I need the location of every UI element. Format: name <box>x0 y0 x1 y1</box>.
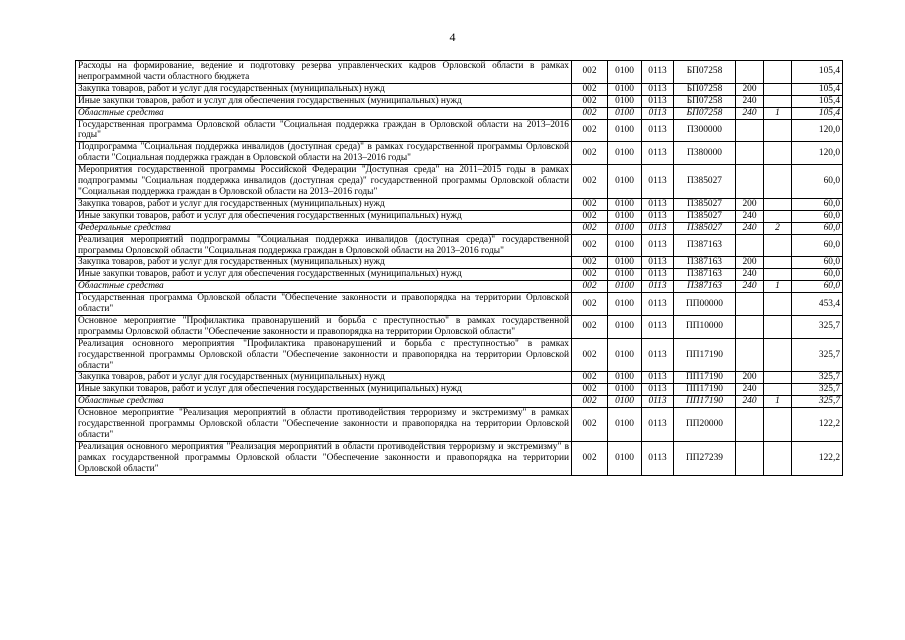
expense-type-code <box>736 61 764 84</box>
row-description: Закупка товаров, работ и услуг для государственных (муниципальных) нужд <box>76 198 572 210</box>
funding-source-code <box>764 142 792 165</box>
subsection-code: 0113 <box>642 441 674 475</box>
target-article-code: ПП17190 <box>674 372 736 384</box>
section-code: 0100 <box>608 198 642 210</box>
ministry-code: 002 <box>572 384 608 396</box>
amount: 325,7 <box>792 372 843 384</box>
amount: 60,0 <box>792 281 843 293</box>
funding-source-code <box>764 61 792 84</box>
subsection-code: 0113 <box>642 142 674 165</box>
row-description: Федеральные средства <box>76 222 572 234</box>
amount: 60,0 <box>792 198 843 210</box>
ministry-code: 002 <box>572 408 608 442</box>
amount: 60,0 <box>792 234 843 257</box>
row-description: Реализация мероприятий подпрограммы "Социальная поддержка инвалидов (доступная среда)" государственной программы Орловской области "Социальная поддержка граждан в Орловской области на 2013–2016 годы" <box>76 234 572 257</box>
funding-source-code <box>764 119 792 142</box>
target-article-code: П380000 <box>674 142 736 165</box>
target-article-code: БП07258 <box>674 61 736 84</box>
subsection-code: 0113 <box>642 165 674 199</box>
subsection-code: 0113 <box>642 372 674 384</box>
expense-type-code <box>736 408 764 442</box>
subsection-code: 0113 <box>642 210 674 222</box>
amount: 453,4 <box>792 293 843 316</box>
row-description: Иные закупки товаров, работ и услуг для обеспечения государственных (муниципальных) нужд <box>76 384 572 396</box>
table-row <box>76 396 843 408</box>
expense-type-code <box>736 165 764 199</box>
subsection-code: 0113 <box>642 222 674 234</box>
funding-source-code <box>764 95 792 107</box>
amount: 60,0 <box>792 257 843 269</box>
section-code: 0100 <box>608 281 642 293</box>
amount: 105,4 <box>792 95 843 107</box>
table-row <box>76 222 843 234</box>
expense-type-code: 200 <box>736 372 764 384</box>
target-article-code: П387163 <box>674 281 736 293</box>
amount: 325,7 <box>792 396 843 408</box>
funding-source-code <box>764 315 792 338</box>
section-code: 0100 <box>608 61 642 84</box>
ministry-code: 002 <box>572 372 608 384</box>
amount: 105,4 <box>792 107 843 119</box>
ministry-code: 002 <box>572 119 608 142</box>
amount: 120,0 <box>792 142 843 165</box>
target-article-code: ПП27239 <box>674 441 736 475</box>
section-code: 0100 <box>608 107 642 119</box>
table-row <box>76 257 843 269</box>
subsection-code: 0113 <box>642 281 674 293</box>
section-code: 0100 <box>608 293 642 316</box>
expense-type-code: 240 <box>736 107 764 119</box>
table-row <box>76 269 843 281</box>
target-article-code: ПП20000 <box>674 408 736 442</box>
expense-type-code <box>736 142 764 165</box>
target-article-code: П385027 <box>674 210 736 222</box>
amount: 122,2 <box>792 441 843 475</box>
row-description: Реализация основного мероприятия "Реализация мероприятий в области противодействия терроризму и экстремизму" в рамках государственной программы Орловской области "Обеспечение законности и правопорядка на территории Орловской области" <box>76 441 572 475</box>
row-description: Основное мероприятие "Реализация мероприятий в области противодействия терроризму и экстремизму" в рамках государственной программы Орловской области "Обеспечение законности и правопорядка на территории Орловской области" <box>76 408 572 442</box>
subsection-code: 0113 <box>642 396 674 408</box>
expense-type-code <box>736 315 764 338</box>
funding-source-code <box>764 293 792 316</box>
table-row <box>76 408 843 442</box>
target-article-code: ПП00000 <box>674 293 736 316</box>
row-description: Расходы на формирование, ведение и подготовку резерва управленческих кадров Орловской области в рамках непрограммной части областного бюджета <box>76 61 572 84</box>
target-article-code: ПП10000 <box>674 315 736 338</box>
row-description: Закупка товаров, работ и услуг для государственных (муниципальных) нужд <box>76 372 572 384</box>
section-code: 0100 <box>608 257 642 269</box>
table-row <box>76 95 843 107</box>
subsection-code: 0113 <box>642 338 674 372</box>
expense-type-code <box>736 293 764 316</box>
ministry-code: 002 <box>572 222 608 234</box>
table-row <box>76 338 843 372</box>
expense-type-code: 200 <box>736 257 764 269</box>
subsection-code: 0113 <box>642 269 674 281</box>
subsection-code: 0113 <box>642 293 674 316</box>
funding-source-code <box>764 372 792 384</box>
funding-source-code <box>764 198 792 210</box>
subsection-code: 0113 <box>642 83 674 95</box>
section-code: 0100 <box>608 210 642 222</box>
ministry-code: 002 <box>572 281 608 293</box>
funding-source-code <box>764 234 792 257</box>
table-row <box>76 281 843 293</box>
row-description: Областные средства <box>76 396 572 408</box>
target-article-code: П385027 <box>674 165 736 199</box>
target-article-code: П387163 <box>674 269 736 281</box>
section-code: 0100 <box>608 396 642 408</box>
subsection-code: 0113 <box>642 384 674 396</box>
amount: 325,7 <box>792 384 843 396</box>
subsection-code: 0113 <box>642 234 674 257</box>
expense-type-code: 240 <box>736 222 764 234</box>
funding-source-code <box>764 165 792 199</box>
ministry-code: 002 <box>572 210 608 222</box>
table-row <box>76 198 843 210</box>
ministry-code: 002 <box>572 269 608 281</box>
target-article-code: П300000 <box>674 119 736 142</box>
expense-type-code: 240 <box>736 396 764 408</box>
ministry-code: 002 <box>572 61 608 84</box>
row-description: Закупка товаров, работ и услуг для государственных (муниципальных) нужд <box>76 83 572 95</box>
table-row <box>76 384 843 396</box>
target-article-code: БП07258 <box>674 95 736 107</box>
ministry-code: 002 <box>572 198 608 210</box>
section-code: 0100 <box>608 165 642 199</box>
section-code: 0100 <box>608 338 642 372</box>
table-row <box>76 119 843 142</box>
amount: 105,4 <box>792 83 843 95</box>
row-description: Иные закупки товаров, работ и услуг для обеспечения государственных (муниципальных) нужд <box>76 210 572 222</box>
target-article-code: П387163 <box>674 257 736 269</box>
ministry-code: 002 <box>572 257 608 269</box>
ministry-code: 002 <box>572 165 608 199</box>
row-description: Закупка товаров, работ и услуг для государственных (муниципальных) нужд <box>76 257 572 269</box>
row-description: Мероприятия государственной программы Российской Федерации "Доступная среда" на 2011–2015 годы в рамках подпрограммы "Социальная поддержка инвалидов (доступная среда)" государственной программы Орловской области "Социальная поддержка граждан в Орловской области на 2013–2016 годы" <box>76 165 572 199</box>
row-description: Государственная программа Орловской области "Социальная поддержка граждан в Орловской области на 2013–2016 годы" <box>76 119 572 142</box>
expense-type-code <box>736 338 764 372</box>
expense-type-code: 240 <box>736 384 764 396</box>
section-code: 0100 <box>608 441 642 475</box>
ministry-code: 002 <box>572 441 608 475</box>
subsection-code: 0113 <box>642 408 674 442</box>
funding-source-code: 1 <box>764 396 792 408</box>
row-description: Иные закупки товаров, работ и услуг для обеспечения государственных (муниципальных) нужд <box>76 95 572 107</box>
section-code: 0100 <box>608 234 642 257</box>
table-row <box>76 107 843 119</box>
ministry-code: 002 <box>572 142 608 165</box>
expense-type-code <box>736 234 764 257</box>
section-code: 0100 <box>608 315 642 338</box>
ministry-code: 002 <box>572 107 608 119</box>
table-row <box>76 142 843 165</box>
funding-source-code: 2 <box>764 222 792 234</box>
ministry-code: 002 <box>572 338 608 372</box>
ministry-code: 002 <box>572 315 608 338</box>
expense-type-code: 240 <box>736 210 764 222</box>
ministry-code: 002 <box>572 293 608 316</box>
section-code: 0100 <box>608 269 642 281</box>
funding-source-code: 1 <box>764 281 792 293</box>
table-row <box>76 234 843 257</box>
funding-source-code <box>764 257 792 269</box>
amount: 60,0 <box>792 269 843 281</box>
target-article-code: ПП17190 <box>674 396 736 408</box>
target-article-code: П385027 <box>674 222 736 234</box>
subsection-code: 0113 <box>642 95 674 107</box>
table-row <box>76 315 843 338</box>
funding-source-code <box>764 210 792 222</box>
row-description: Государственная программа Орловской области "Обеспечение законности и правопорядка на территории Орловской области" <box>76 293 572 316</box>
amount: 122,2 <box>792 408 843 442</box>
section-code: 0100 <box>608 83 642 95</box>
subsection-code: 0113 <box>642 198 674 210</box>
expense-type-code: 240 <box>736 281 764 293</box>
amount: 60,0 <box>792 222 843 234</box>
ministry-code: 002 <box>572 95 608 107</box>
table-row <box>76 293 843 316</box>
section-code: 0100 <box>608 372 642 384</box>
funding-source-code <box>764 269 792 281</box>
funding-source-code <box>764 384 792 396</box>
row-description: Реализация основного мероприятия "Профилактика правонарушений и борьба с преступностью" в рамках государственной программы Орловской области "Обеспечение законности и правопорядка на территории Орловской области" <box>76 338 572 372</box>
section-code: 0100 <box>608 119 642 142</box>
target-article-code: П385027 <box>674 198 736 210</box>
page-number: 4 <box>449 30 456 44</box>
table-row <box>76 83 843 95</box>
table-row <box>76 210 843 222</box>
row-description: Подпрограмма "Социальная поддержка инвалидов (доступная среда)" в рамках государственной программы Орловской области "Социальная поддержка граждан в Орловской области на 2013–2016 годы" <box>76 142 572 165</box>
row-description: Основное мероприятие "Профилактика правонарушений и борьба с преступностью" в рамках государственной программы Орловской области "Обеспечение законности и правопорядка на территории Орловской области" <box>76 315 572 338</box>
expense-type-code: 240 <box>736 269 764 281</box>
funding-source-code: 1 <box>764 107 792 119</box>
amount: 105,4 <box>792 61 843 84</box>
row-description: Областные средства <box>76 107 572 119</box>
table-body <box>76 61 843 476</box>
target-article-code: П387163 <box>674 234 736 257</box>
row-description: Иные закупки товаров, работ и услуг для обеспечения государственных (муниципальных) нужд <box>76 269 572 281</box>
expense-type-code <box>736 441 764 475</box>
target-article-code: БП07258 <box>674 107 736 119</box>
funding-source-code <box>764 83 792 95</box>
expense-type-code <box>736 119 764 142</box>
row-description: Областные средства <box>76 281 572 293</box>
section-code: 0100 <box>608 222 642 234</box>
section-code: 0100 <box>608 142 642 165</box>
subsection-code: 0113 <box>642 315 674 338</box>
budget-table <box>75 60 843 476</box>
subsection-code: 0113 <box>642 107 674 119</box>
amount: 325,7 <box>792 338 843 372</box>
amount: 60,0 <box>792 210 843 222</box>
table-row <box>76 441 843 475</box>
section-code: 0100 <box>608 384 642 396</box>
target-article-code: ПП17190 <box>674 338 736 372</box>
table-row <box>76 165 843 199</box>
table-row <box>76 61 843 84</box>
target-article-code: БП07258 <box>674 83 736 95</box>
table-row <box>76 372 843 384</box>
ministry-code: 002 <box>572 234 608 257</box>
expense-type-code: 200 <box>736 198 764 210</box>
funding-source-code <box>764 441 792 475</box>
funding-source-code <box>764 338 792 372</box>
funding-source-code <box>764 408 792 442</box>
amount: 60,0 <box>792 165 843 199</box>
section-code: 0100 <box>608 408 642 442</box>
ministry-code: 002 <box>572 83 608 95</box>
target-article-code: ПП17190 <box>674 384 736 396</box>
amount: 120,0 <box>792 119 843 142</box>
subsection-code: 0113 <box>642 61 674 84</box>
amount: 325,7 <box>792 315 843 338</box>
section-code: 0100 <box>608 95 642 107</box>
expense-type-code: 200 <box>736 83 764 95</box>
expense-type-code: 240 <box>736 95 764 107</box>
ministry-code: 002 <box>572 396 608 408</box>
subsection-code: 0113 <box>642 257 674 269</box>
subsection-code: 0113 <box>642 119 674 142</box>
